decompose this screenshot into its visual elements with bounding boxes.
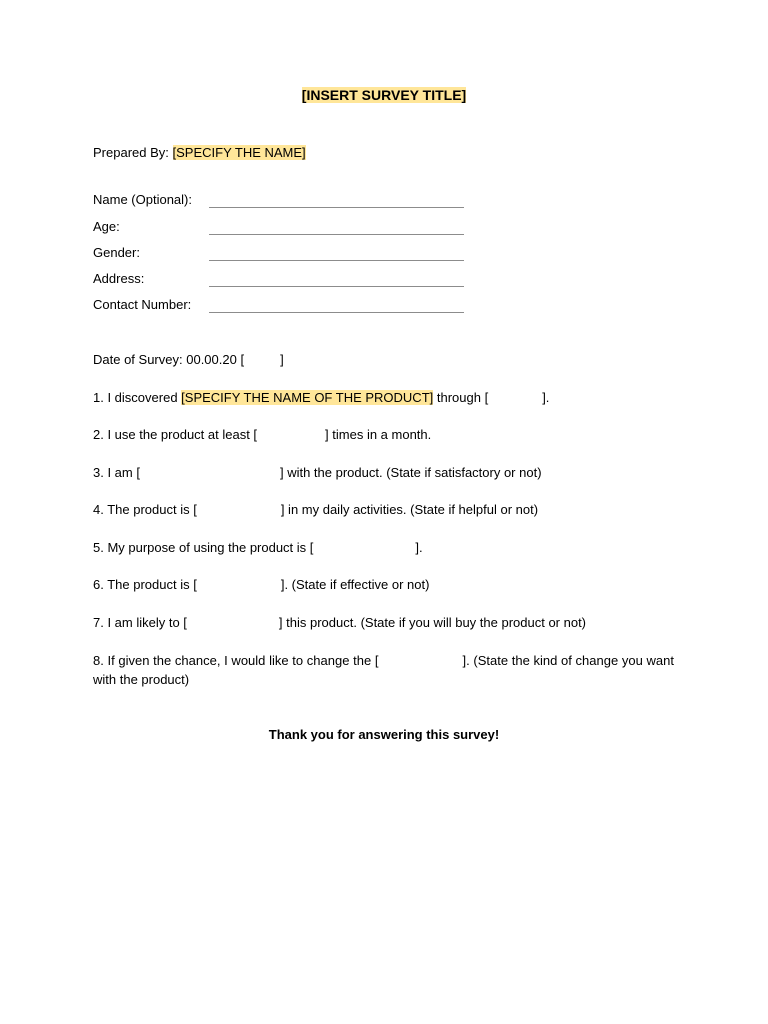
- field-label-gender: Gender:: [93, 245, 140, 260]
- question-1: [93, 389, 549, 407]
- question-1-end: ].: [542, 390, 550, 405]
- field-row-contact-number: [93, 297, 473, 315]
- field-label-name: Name (Optional):: [93, 192, 192, 207]
- question-6: [93, 576, 429, 594]
- product-name-placeholder: [SPECIFY THE NAME OF THE PRODUCT]: [181, 390, 434, 405]
- question-8: [93, 651, 674, 689]
- prepared-by-value: [SPECIFY THE NAME]: [172, 145, 306, 160]
- question-8-end: ]. (State the kind of change you want with the product): [93, 653, 674, 687]
- field-line-name[interactable]: [209, 207, 464, 208]
- question-3: [93, 464, 542, 482]
- question-2: [93, 426, 431, 444]
- question-2-text: 2. I use the product at least [: [93, 427, 258, 442]
- question-7-text: 7. I am likely to [: [93, 615, 187, 630]
- question-1-mid: through [: [433, 390, 489, 405]
- field-row-name: [93, 192, 473, 210]
- field-row-address: [93, 271, 473, 289]
- question-8-text: 8. If given the chance, I would like to change the [: [93, 653, 379, 668]
- thank-you-message: Thank you for answering this survey!: [268, 727, 500, 742]
- field-row-gender: [93, 245, 473, 263]
- question-5-text: 5. My purpose of using the product is [: [93, 540, 314, 555]
- question-4: [93, 501, 538, 519]
- field-line-address[interactable]: [209, 286, 464, 287]
- question-6-end: ]. (State if effective or not): [280, 577, 430, 592]
- survey-title: [0, 87, 768, 103]
- field-line-contact-number[interactable]: [209, 312, 464, 313]
- field-label-address: Address:: [93, 271, 145, 286]
- question-3-end: ] with the product. (State if satisfactory or not): [279, 465, 542, 480]
- question-1-text: 1. I discovered: [93, 390, 182, 405]
- survey-title-text: [INSERT SURVEY TITLE]: [301, 87, 467, 103]
- question-5-end: ].: [415, 540, 423, 555]
- field-label-contact-number: Contact Number:: [93, 297, 192, 312]
- field-row-age: [93, 219, 473, 237]
- prepared-by-label: Prepared By:: [93, 145, 169, 160]
- question-4-end: ] in my daily activities. (State if helpful or not): [280, 502, 539, 517]
- date-of-survey-close: ]: [280, 352, 284, 367]
- question-4-text: 4. The product is [: [93, 502, 197, 517]
- question-7: [93, 614, 586, 632]
- prepared-by-line: [93, 144, 306, 162]
- field-label-age: Age:: [93, 219, 120, 234]
- question-6-text: 6. The product is [: [93, 577, 197, 592]
- question-7-end: ] this product. (State if you will buy the product or not): [278, 615, 587, 630]
- field-line-age[interactable]: [209, 234, 464, 235]
- question-3-text: 3. I am [: [93, 465, 140, 480]
- date-of-survey-line: [93, 351, 284, 369]
- date-of-survey-value: 00.00.20 [: [186, 352, 245, 367]
- question-2-end: ] times in a month.: [325, 427, 432, 442]
- date-of-survey-label: Date of Survey:: [93, 352, 183, 367]
- field-line-gender[interactable]: [209, 260, 464, 261]
- question-5: [93, 539, 423, 557]
